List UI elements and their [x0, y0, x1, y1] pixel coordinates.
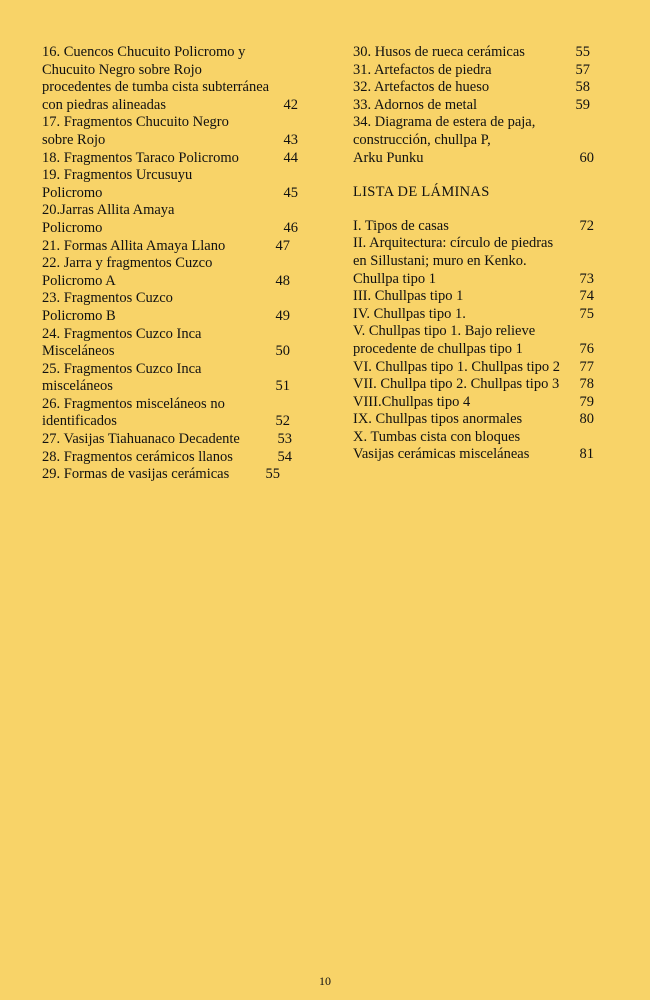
- toc-entry-line: 34. Diagrama de estera de paja,: [353, 114, 536, 131]
- toc-entry: [353, 288, 610, 306]
- toc-entry-line: 29. Formas de vasijas cerámicas 55: [42, 466, 280, 483]
- toc-entry-line: 16. Cuencos Chucuito Policromo y: [42, 44, 246, 60]
- toc-entry-line: misceláneos 51: [42, 378, 290, 395]
- toc-entry-line: 23. Fragmentos Cuzco: [42, 290, 173, 307]
- toc-entry-line: Policromo B 49: [42, 307, 290, 324]
- toc-page-number: 76: [579, 340, 594, 357]
- toc-page-number: 72: [579, 217, 594, 234]
- toc-entry-line: Chucuito Negro sobre Rojo: [42, 61, 202, 78]
- toc-entry-line: Chullpa tipo 1 73: [353, 270, 594, 287]
- toc-entry: [353, 114, 610, 167]
- toc-page-number: 45: [283, 184, 298, 201]
- toc-entry-line: 26. Fragmentos misceláneos no: [42, 395, 225, 412]
- toc-entry-line: 20.Jarras Allita Amaya: [42, 202, 175, 219]
- figure-list-continued: [353, 44, 610, 167]
- toc-entry-line: Policromo 46: [42, 219, 298, 236]
- toc-entry: [42, 431, 304, 449]
- toc-entry: [353, 218, 610, 236]
- toc-entry-line: 19. Fragmentos Urcusuyu: [42, 167, 193, 184]
- toc-entry: [42, 466, 304, 484]
- toc-entry: [353, 306, 610, 324]
- toc-page-number: 55: [265, 466, 280, 483]
- toc-entry-line: procedentes de tumba cista subterránea: [42, 79, 270, 96]
- toc-entry: [42, 290, 304, 325]
- toc-entry-line: 28. Fragmentos cerámicos llanos 54: [42, 448, 292, 465]
- laminas-list: [353, 218, 610, 464]
- page-number: 10: [319, 974, 331, 988]
- toc-page-number: 80: [579, 411, 594, 428]
- toc-entry: [42, 255, 304, 290]
- toc-page-number: 54: [277, 448, 292, 465]
- toc-entry-line: sobre Rojo 43: [42, 131, 298, 148]
- toc-entry-line: con piedras alineadas 42: [42, 96, 298, 113]
- toc-page-number: 60: [579, 149, 594, 166]
- toc-entry: [353, 359, 610, 377]
- figure-list-right-column: [353, 44, 610, 464]
- toc-entry-line: VI. Chullpas tipo 1. Chullpas tipo 2 77: [353, 358, 594, 375]
- toc-entry-line: V. Chullpas tipo 1. Bajo relieve: [353, 323, 536, 340]
- toc-page-number: 42: [283, 96, 298, 113]
- toc-entry-line: 33. Adornos de metal 59: [353, 96, 590, 113]
- toc-entry-line: construcción, chullpa P,: [353, 131, 491, 148]
- toc-entry: [42, 167, 304, 202]
- toc-entry-line: 17. Fragmentos Chucuito Negro: [42, 114, 229, 131]
- toc-entry-line: Vasijas cerámicas misceláneas 81: [353, 446, 594, 463]
- toc-page-number: 44: [283, 149, 298, 166]
- toc-entry-line: 30. Husos de rueca cerámicas 55: [353, 44, 590, 60]
- toc-entry-line: IV. Chullpas tipo 1. 75: [353, 305, 594, 322]
- toc-entry: [353, 323, 610, 358]
- toc-entry-line: Policromo A 48: [42, 272, 290, 289]
- toc-entry-line: Arku Punku 60: [353, 149, 594, 166]
- toc-entry-line: X. Tumbas cista con bloques: [353, 428, 521, 445]
- toc-entry-line: Policromo 45: [42, 184, 298, 201]
- toc-page-number: 49: [275, 307, 290, 324]
- toc-entry: [42, 396, 304, 431]
- toc-page-number: 48: [275, 272, 290, 289]
- toc-entry-line: procedente de chullpas tipo 1 76: [353, 340, 594, 357]
- toc-page-number: 77: [579, 358, 594, 375]
- toc-entry-line: VII. Chullpa tipo 2. Chullpas tipo 3 78: [353, 376, 594, 393]
- toc-entry-line: IX. Chullpas tipos anormales 80: [353, 411, 594, 428]
- toc-page-number: 53: [277, 431, 292, 448]
- toc-entry-line: 22. Jarra y fragmentos Cuzco: [42, 255, 213, 272]
- toc-entry: [353, 376, 610, 394]
- toc-entry-line: 27. Vasijas Tiahuanaco Decadente 53: [42, 431, 292, 448]
- toc-entry-line: 32. Artefactos de hueso 58: [353, 79, 590, 96]
- toc-page-number: 43: [283, 131, 298, 148]
- toc-entry-line: 31. Artefactos de piedra 57: [353, 61, 590, 78]
- toc-entry: [42, 202, 304, 237]
- toc-page-number: 46: [283, 219, 298, 236]
- toc-entry-line: I. Tipos de casas 72: [353, 217, 594, 234]
- toc-entry: [353, 97, 610, 115]
- toc-entry-line: 21. Formas Allita Amaya Llano 47: [42, 237, 290, 254]
- toc-entry-line: 18. Fragmentos Taraco Policromo 44: [42, 149, 298, 166]
- toc-entry-line: identificados 52: [42, 413, 290, 430]
- toc-page-number: 51: [275, 378, 290, 395]
- toc-entry-line: Misceláneos 50: [42, 343, 290, 360]
- toc-entry: [42, 326, 304, 361]
- toc-entry: [353, 62, 610, 80]
- toc-entry: [353, 235, 610, 288]
- figure-list-left-column: [42, 44, 304, 484]
- toc-entry: [42, 238, 304, 256]
- toc-page-number: 57: [575, 61, 590, 78]
- toc-page-number: 55: [575, 44, 590, 60]
- toc-page-number: 78: [579, 376, 594, 393]
- toc-entry: [353, 411, 610, 429]
- toc-entry: [42, 361, 304, 396]
- toc-entry: [42, 150, 304, 168]
- toc-entry-line: 24. Fragmentos Cuzco Inca: [42, 325, 202, 342]
- toc-page-number: 81: [579, 446, 594, 463]
- toc-entry-line: 25. Fragmentos Cuzco Inca: [42, 360, 202, 377]
- toc-entry: [353, 44, 610, 62]
- toc-entry: [353, 79, 610, 97]
- toc-entry: [42, 44, 304, 114]
- toc-entry: [353, 429, 610, 464]
- toc-entry-line: II. Arquitectura: círculo de piedras: [353, 235, 554, 252]
- laminas-heading: LISTA DE LÁMINAS: [353, 184, 490, 201]
- toc-page-number: 58: [575, 79, 590, 96]
- toc-page-number: 52: [275, 413, 290, 430]
- toc-page-number: 74: [579, 288, 594, 305]
- toc-page-number: 73: [579, 270, 594, 287]
- toc-entry: [42, 114, 304, 149]
- toc-entry-line: en Sillustani; muro en Kenko.: [353, 252, 527, 269]
- toc-page-number: 59: [575, 96, 590, 113]
- toc-page-number: 47: [275, 237, 290, 254]
- toc-page-number: 75: [579, 305, 594, 322]
- toc-page-number: 79: [579, 393, 594, 410]
- toc-entry: [353, 394, 610, 412]
- toc-entry-line: VIII.Chullpas tipo 4 79: [353, 393, 594, 410]
- toc-entry-line: III. Chullpas tipo 1 74: [353, 288, 594, 305]
- toc-page-number: 50: [275, 343, 290, 360]
- toc-entry: [42, 449, 304, 467]
